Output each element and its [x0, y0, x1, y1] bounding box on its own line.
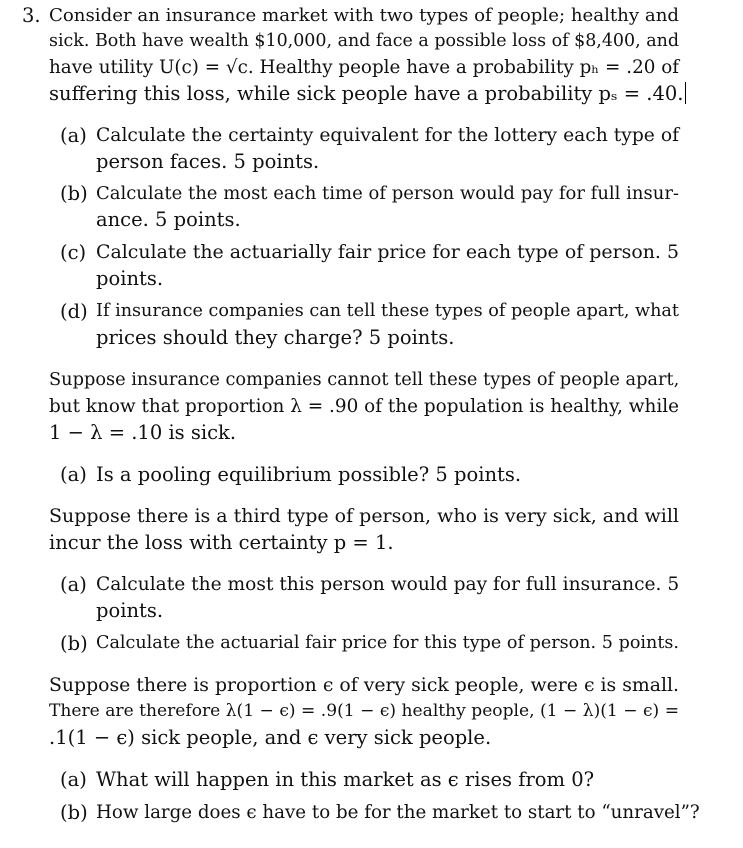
part-2a-label: (a) — [60, 463, 87, 486]
part-1a-line-1: Calculate the certainty equivalent for the lottery each type of — [96, 125, 679, 146]
part-4a-line-1: What will happen in this market as ϵ rises from 0? — [96, 768, 595, 791]
para4-line-3: .1(1 − ϵ) sick people, and ϵ very sick people. — [49, 726, 492, 749]
part-1b-label: (b) — [60, 182, 88, 205]
para3-line-1: Suppose there is a third type of person, who is very sick, and will — [49, 505, 679, 527]
para2-line-3: 1 − λ = .10 is sick. — [49, 421, 237, 444]
part-4b-line-1: How large does ϵ have to be for the market to start to “unravel”? — [96, 802, 700, 823]
intro-line-2: sick. Both have wealth $10,000, and face a possible loss of $8,400, and — [49, 31, 679, 51]
part-1c-line-2: points. — [96, 267, 164, 290]
part-1d-line-1: If insurance companies can tell these types of people apart, what — [96, 301, 679, 321]
part-1d-line-2: prices should they charge? 5 points. — [96, 326, 455, 349]
intro-line-1: Consider an insurance market with two types of people; healthy and — [49, 5, 679, 26]
part-1c-label: (c) — [60, 241, 87, 264]
para4-line-1: Suppose there is proportion ϵ of very sick people, were ϵ is small. — [49, 675, 679, 696]
part-1a-label: (a) — [60, 124, 87, 147]
part-4b-label: (b) — [60, 801, 88, 824]
intro-line-4 — [49, 81, 686, 107]
part-1d-label: (d) — [60, 300, 88, 323]
part-3a-line-2: points. — [96, 599, 164, 622]
part-3b-label: (b) — [60, 632, 88, 655]
part-1b-line-1: Calculate the most each time of person would pay for full insur- — [96, 183, 679, 204]
text-cursor — [685, 82, 686, 104]
para3-line-2: incur the loss with certainty p = 1. — [49, 531, 394, 554]
part-3a-line-1: Calculate the most this person would pay for full insurance. 5 — [96, 574, 680, 595]
part-1a-line-2: person faces. 5 points. — [96, 150, 320, 173]
para2-line-1: Suppose insurance companies cannot tell these types of people apart, — [49, 370, 680, 390]
part-4a-label: (a) — [60, 768, 87, 791]
para4-line-2: There are therefore λ(1 − ϵ) = .9(1 − ϵ) healthy people, (1 − λ)(1 − ϵ) = — [49, 701, 679, 721]
part-1b-line-2: ance. 5 points. — [96, 208, 241, 231]
part-3a-label: (a) — [60, 573, 87, 596]
part-3b-line-1: Calculate the actuarial fair price for this type of person. 5 points. — [96, 633, 679, 653]
problem-number: 3. — [22, 4, 41, 27]
intro-line-4-text: suffering this loss, while sick people have a probability pₛ = .40. — [49, 82, 684, 105]
intro-line-3: have utility U(c) = √c. Healthy people have a probability pₕ = .20 of — [49, 57, 679, 78]
part-1c-line-1: Calculate the actuarially fair price for each type of person. 5 — [96, 241, 679, 263]
para2-line-2: but know that proportion λ = .90 of the population is healthy, while — [49, 396, 679, 417]
part-2a-line-1: Is a pooling equilibrium possible? 5 points. — [96, 463, 522, 486]
